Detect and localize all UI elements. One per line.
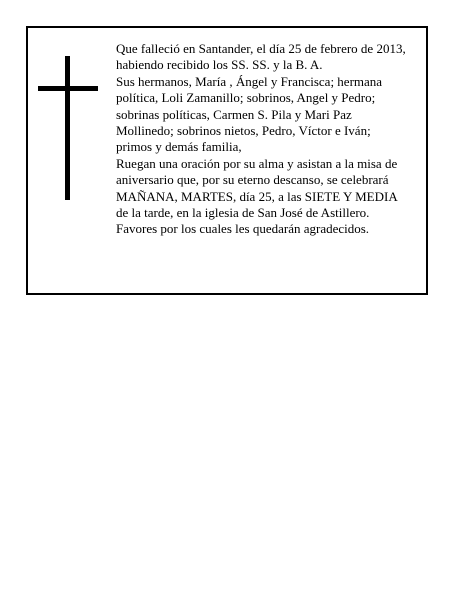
latin-cross-icon	[38, 56, 98, 200]
obituary-notice	[26, 26, 428, 295]
notice-line: sobrinas políticas, Carmen S. Pila y Mari Paz	[116, 106, 352, 122]
notice-line: aniversario que, por su eterno descanso, se celebrará	[116, 172, 389, 188]
cross-vertical-bar	[65, 56, 70, 200]
notice-line: política, Loli Zamanillo; sobrinos, Angel y Pedro;	[116, 90, 376, 106]
notice-line: Mollinedo; sobrinos nietos, Pedro, Víctor e Iván;	[116, 123, 371, 139]
cross-horizontal-bar	[38, 86, 98, 91]
notice-line: Favores por los cuales les quedarán agradecidos.	[116, 221, 370, 237]
notice-line: habiendo recibido los SS. SS. y la B. A.	[116, 57, 323, 73]
notice-line: Sus hermanos, María , Ángel y Francisca; hermana	[116, 73, 383, 89]
notice-line: de la tarde, en la iglesia de San José de Astillero.	[116, 205, 370, 221]
notice-line: Que falleció en Santander, el día 25 de febrero de 2013,	[116, 41, 406, 56]
notice-text	[116, 41, 424, 238]
notice-line: Ruegan una oración por su alma y asistan a la misa de	[116, 155, 398, 171]
notice-line: primos y demás familia,	[116, 139, 242, 155]
notice-line: MAÑANA, MARTES, día 25, a las SIETE Y MEDIA	[116, 188, 398, 204]
